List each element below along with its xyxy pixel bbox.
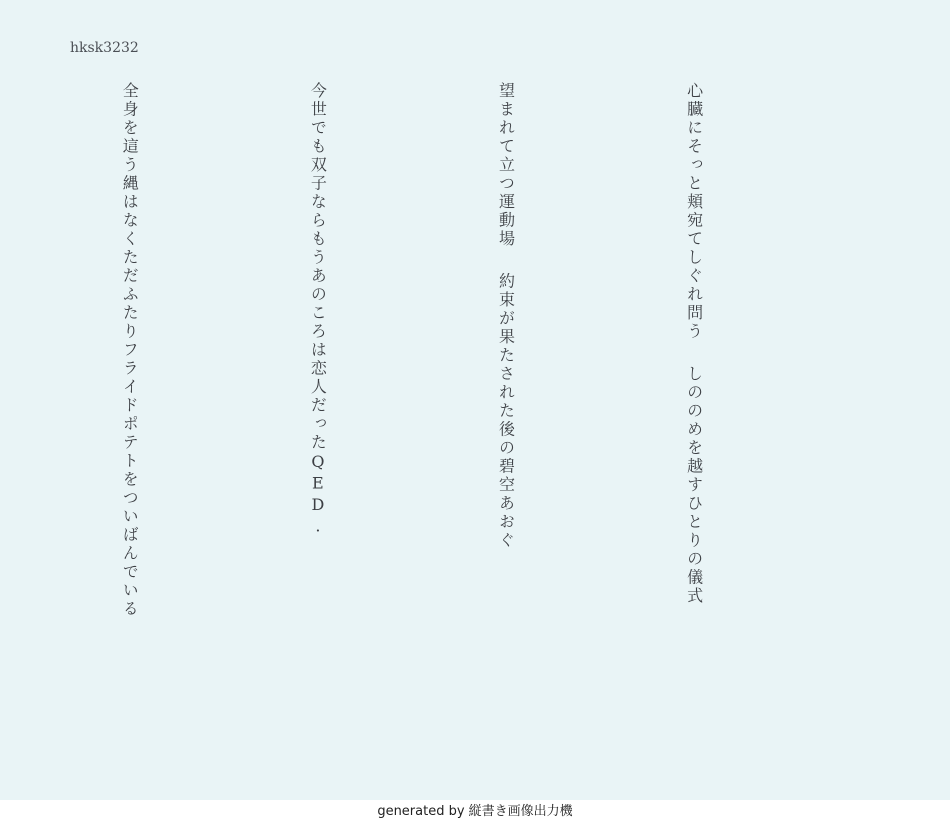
poem-line-1 bbox=[662, 82, 725, 702]
line-2-part-b: 約束が果たされた後の碧空あおぐ bbox=[496, 272, 516, 550]
line-4-part-a: 全身を這う縄はなくただふたりフライドポテトをついばんでいる bbox=[120, 82, 140, 619]
author-handle: hksk3232 bbox=[70, 40, 139, 56]
generator-credit: generated by 縦書き画像出力機 bbox=[377, 804, 573, 819]
line-3-part-a: 今世でも双子ならもうあのころは恋人だったQED. bbox=[308, 82, 328, 538]
poem-line-4 bbox=[98, 82, 161, 702]
line-2-part-a: 望まれて立つ運動場 bbox=[496, 82, 516, 249]
line-1-part-a: 心臓にそっと頬宛てしぐれ問う bbox=[684, 82, 704, 341]
line-1-part-b: しののめを越すひとりの儀式 bbox=[684, 365, 704, 606]
vertical-poem bbox=[120, 82, 850, 702]
poem-line-2 bbox=[474, 82, 537, 702]
poem-line-3 bbox=[286, 82, 349, 702]
